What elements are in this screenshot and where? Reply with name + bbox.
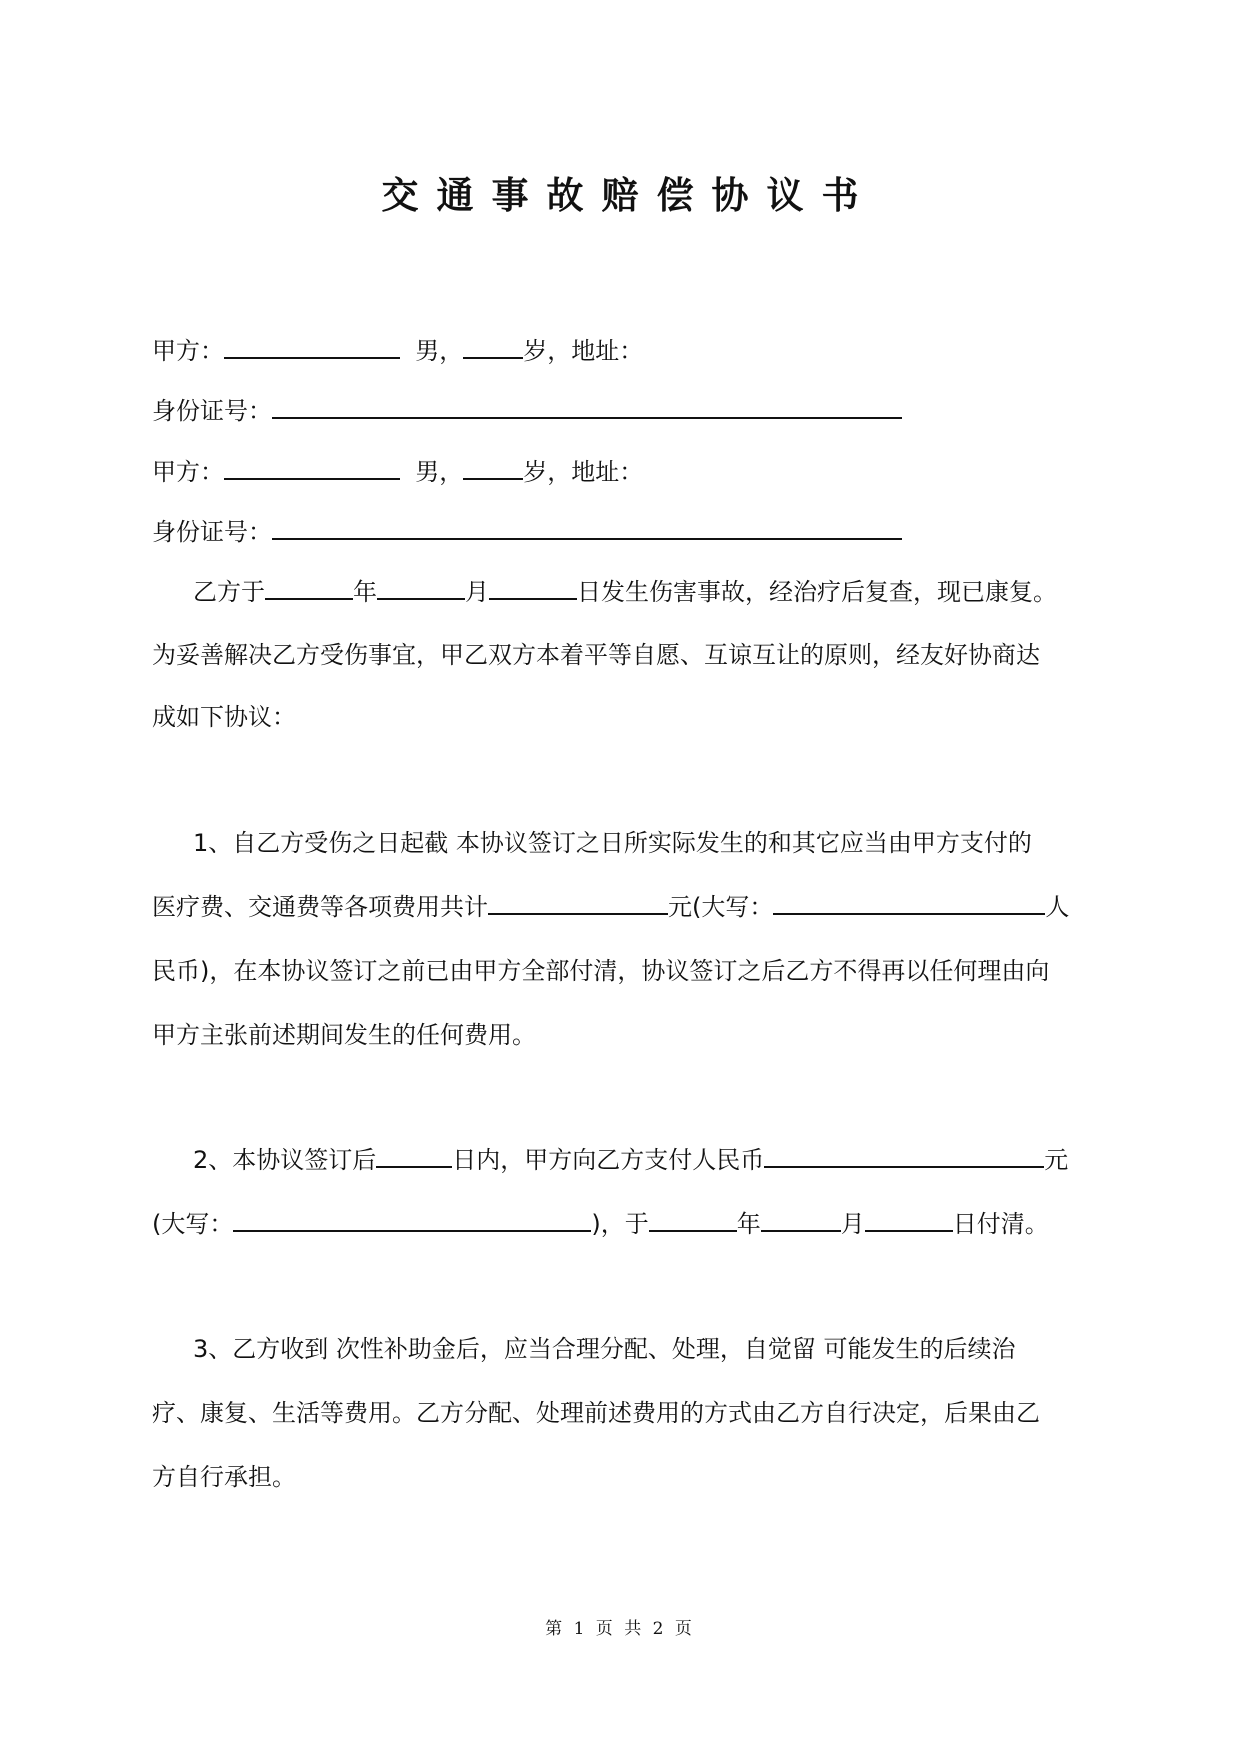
clause-text: )，于 [591,1210,649,1238]
id-blank [272,514,902,540]
age-suffix: 岁， [523,337,572,365]
amount-words-blank [233,1206,591,1232]
party-label: 甲方： [152,458,224,486]
clause-text: 医疗费、交通费等各项费用共计 [152,893,488,921]
day-blank [489,574,577,600]
clause-3-line-2: 疗、康复、生活等费用。乙方分配、处理前述费用的方式由乙方自行决定，后果由乙 [152,1399,1040,1427]
clause-text: 人 [1045,893,1070,921]
clause-text: 元(大写： [668,893,774,921]
party-a-line-2 [152,452,643,492]
preamble-text: 乙方于 [193,578,265,606]
month-blank [377,574,465,600]
preamble-line-1 [193,572,1057,612]
year-text: 年 [353,578,377,606]
clause-1-line-2 [152,887,1069,927]
amount-blank [764,1142,1044,1168]
page-number: 第 1 页 共 2 页 [545,1619,695,1639]
id-line-1 [152,391,902,431]
month-text: 月 [840,1210,865,1238]
document-title: 交通事故赔偿协议书 [381,173,877,217]
day-blank [865,1206,953,1232]
days-blank [376,1142,452,1168]
age-blank [463,454,523,480]
clause-text: 2、本协议签订后 [193,1146,377,1174]
address-label: 地址： [571,337,644,365]
clause-3-line-3: 方自行承担。 [152,1463,296,1491]
preamble-text: 日发生伤害事故，经治疗后复查，现已康复。 [577,578,1057,606]
year-blank [265,574,353,600]
party-label: 甲方： [152,337,224,365]
amount-words-blank [773,889,1045,915]
amount-blank [488,889,668,915]
clause-3-line-1: 3、乙方收到 次性补助金后，应当合理分配、处理，自觉留 可能发生的后续治 [193,1335,1016,1363]
age-suffix: 岁， [523,458,572,486]
clause-text: (大写： [152,1210,234,1238]
clause-text: 元 [1044,1146,1069,1174]
age-blank [463,333,523,359]
id-label: 身份证号： [152,397,272,425]
clause-1-line-4: 甲方主张前述期间发生的任何费用。 [152,1021,536,1049]
id-line-2 [152,512,902,552]
clause-2-line-2 [152,1204,1049,1244]
year-blank [649,1206,737,1232]
party-a-line-1 [152,331,643,371]
clause-text: 日内，甲方向乙方支付人民币 [452,1146,765,1174]
id-blank [272,393,902,419]
clause-2-line-1 [193,1140,1068,1180]
name-blank [224,454,400,480]
gender-text: 男， [415,458,464,486]
clause-1-line-3: 民币)，在本协议签订之前已由甲方全部付清，协议签订之后乙方不得再以任何理由向 [152,957,1050,985]
address-label: 地址： [571,458,644,486]
month-text: 月 [465,578,489,606]
clause-1-line-1: 1、自乙方受伤之日起截 本协议签订之日所实际发生的和其它应当由甲方支付的 [193,829,1032,857]
preamble-line-2: 为妥善解决乙方受伤事宜，甲乙双方本着平等自愿、互谅互让的原则，经友好协商达 [152,641,1040,669]
gender-text: 男， [415,337,464,365]
preamble-line-3: 成如下协议： [152,703,296,731]
month-blank [761,1206,841,1232]
clause-text: 日付清。 [952,1210,1049,1238]
id-label: 身份证号： [152,518,272,546]
name-blank [224,333,400,359]
year-text: 年 [736,1210,761,1238]
